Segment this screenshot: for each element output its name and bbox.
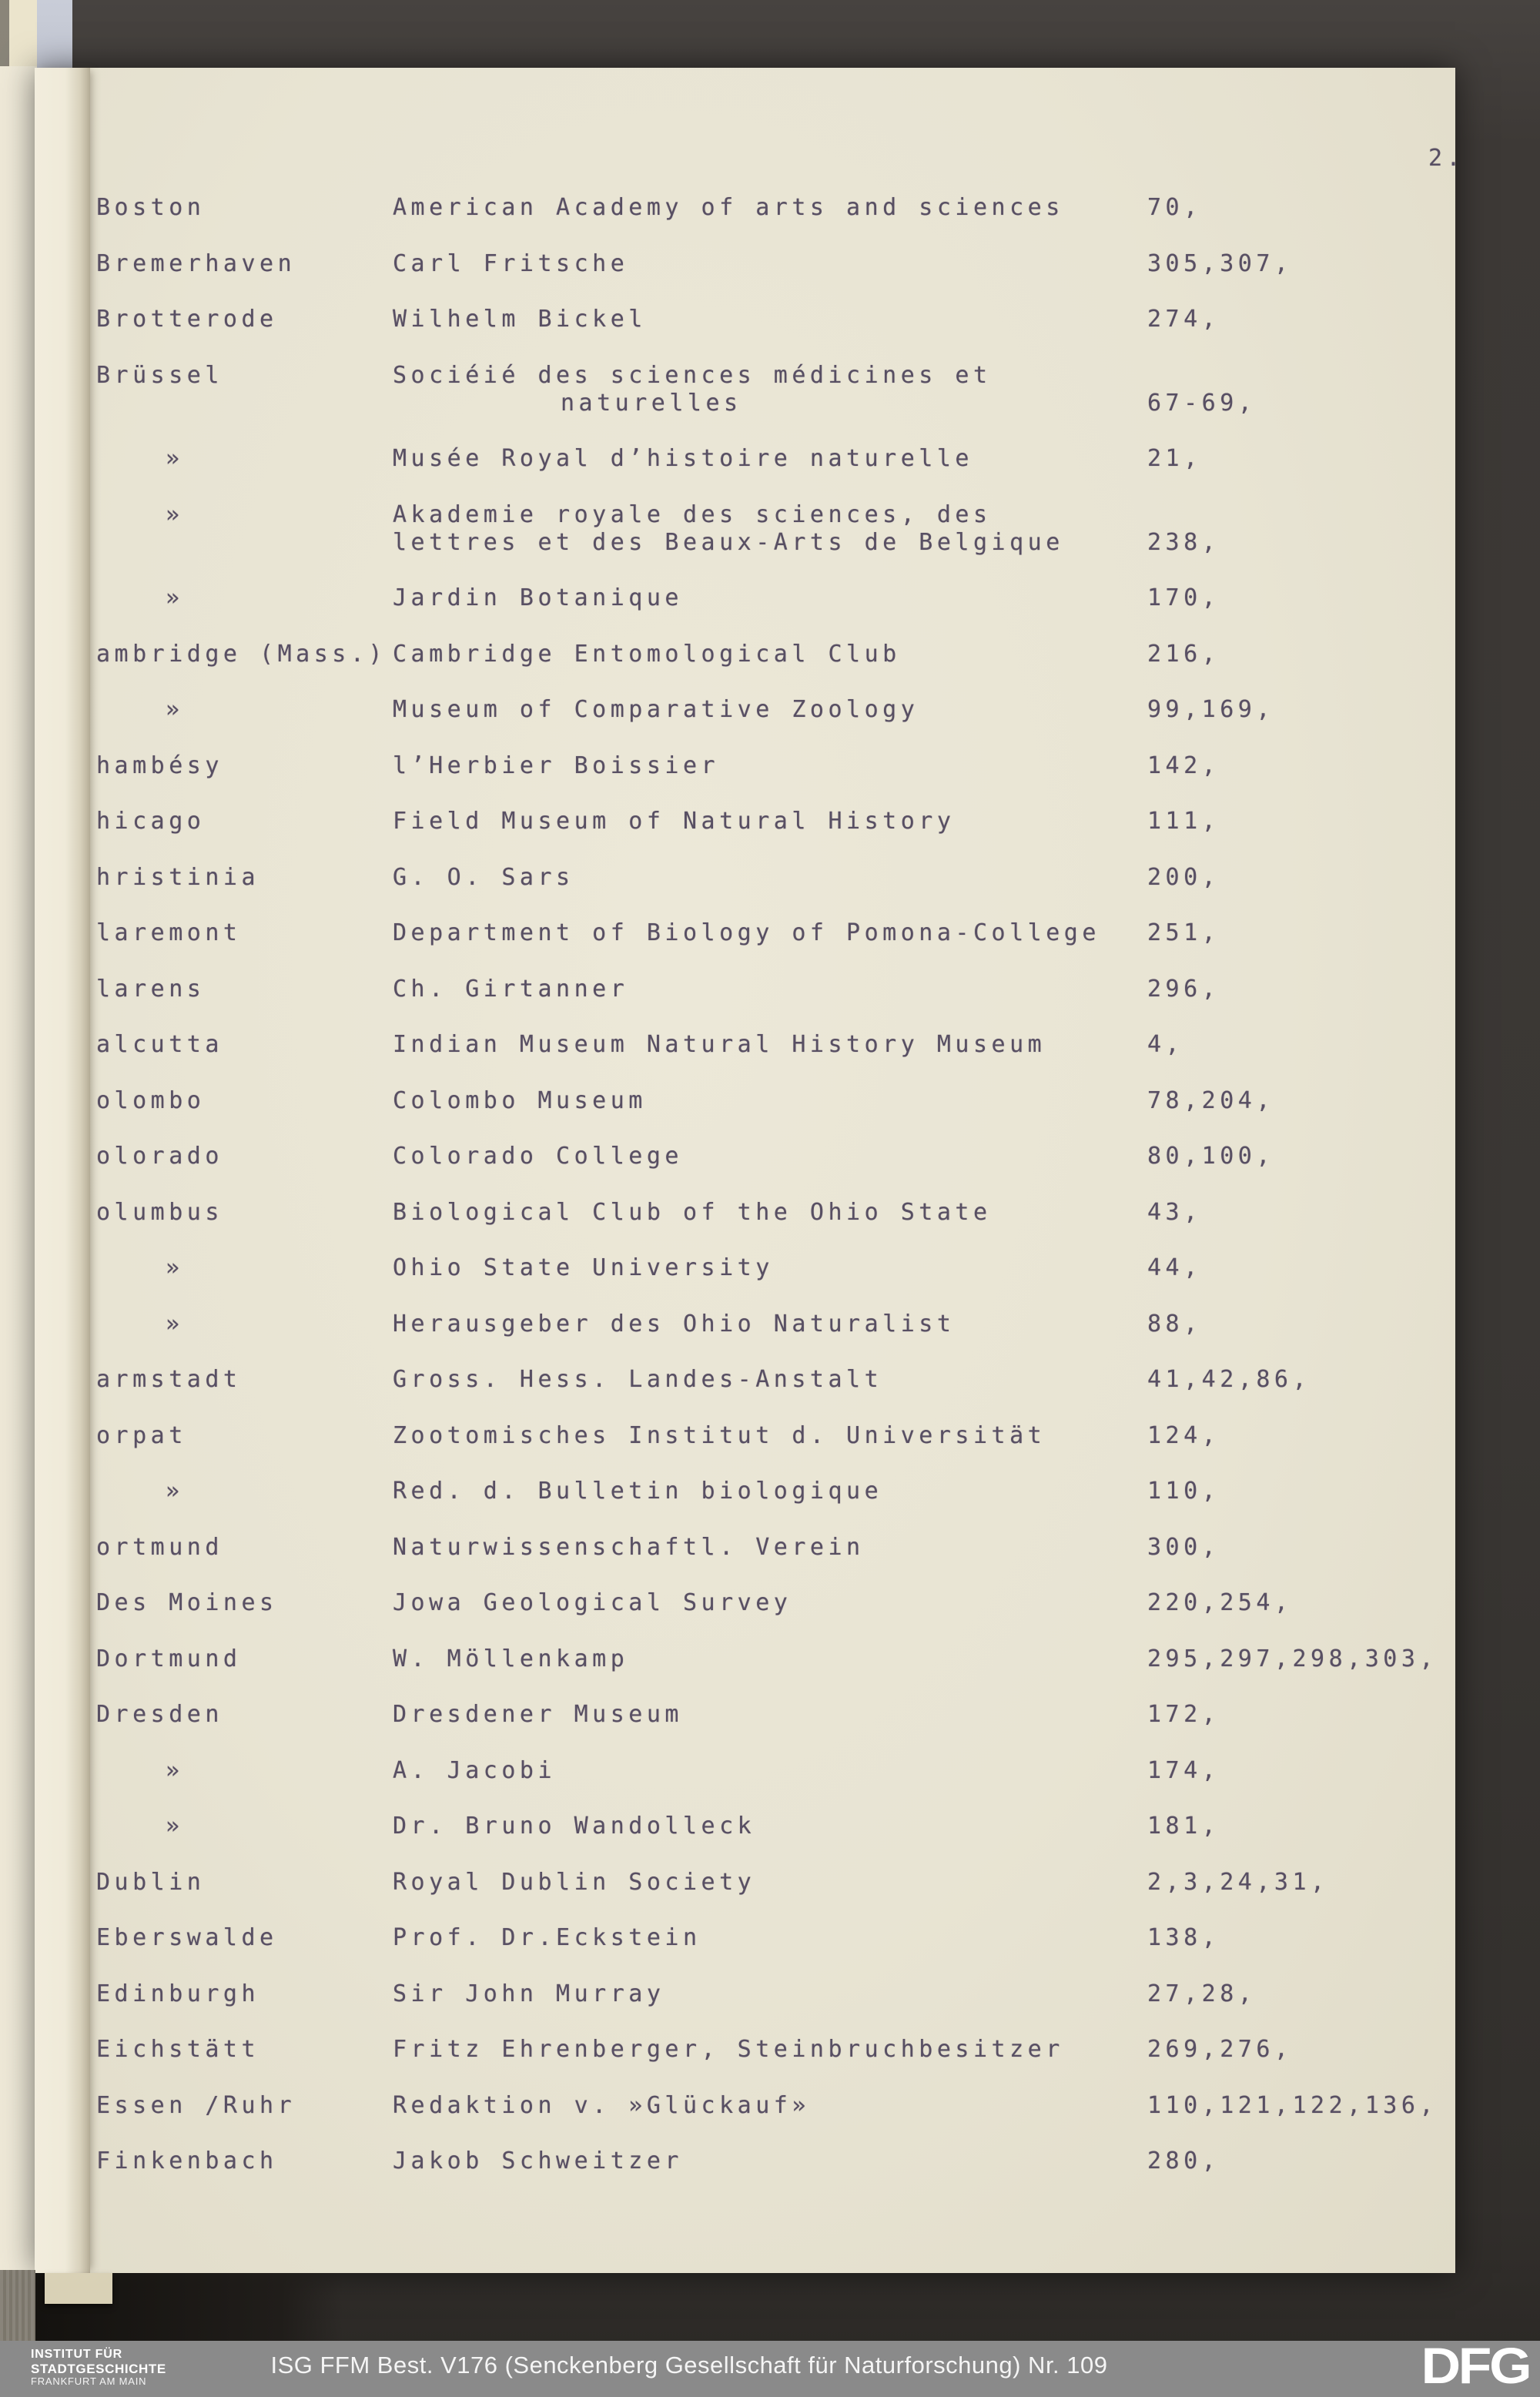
city-label: hicago: [96, 808, 206, 835]
institute-name-line3: FRANKFURT AM MAIN: [31, 2375, 147, 2387]
institution-label: Gross. Hess. Landes-Anstalt: [393, 1366, 883, 1393]
city-label: Dresden: [96, 1701, 223, 1728]
page-numbers: 43,: [1147, 1199, 1202, 1226]
city-label: ortmund: [96, 1534, 223, 1561]
city-label: olumbus: [96, 1199, 223, 1226]
page-numbers: 80,100,: [1147, 1143, 1274, 1170]
page-numbers: 4,: [1147, 1031, 1184, 1058]
institution-label: Colorado College: [393, 1143, 683, 1170]
page-numbers: 21,: [1147, 445, 1202, 472]
page-numbers: 99,169,: [1147, 696, 1274, 723]
city-label: laremont: [96, 919, 242, 946]
institution-label: Dr. Bruno Wandolleck: [393, 1813, 756, 1840]
page-numbers: 181,: [1147, 1813, 1220, 1840]
institution-label: Prof. Dr.Eckstein: [393, 1924, 701, 1951]
institution-label: Cambridge Entomological Club: [393, 641, 901, 668]
institution-label: Colombo Museum: [393, 1087, 647, 1114]
institution-label: Museum of Comparative Zoology: [393, 696, 919, 723]
institution-label: W. Möllenkamp: [393, 1645, 629, 1672]
city-label: Brüssel: [96, 362, 223, 389]
page-numbers: 216,: [1147, 641, 1220, 668]
institution-label: Herausgeber des Ohio Naturalist: [393, 1311, 956, 1337]
institution-label: Biological Club of the Ohio State: [393, 1199, 992, 1226]
city-label: Finkenbach: [96, 2148, 278, 2174]
page-fold: [35, 68, 90, 2273]
page-numbers: 300,: [1147, 1534, 1220, 1561]
institution-label: Jowa Geological Survey: [393, 1589, 792, 1616]
page-numbers: 27,28,: [1147, 1980, 1257, 2007]
institution-label: A. Jacobi: [393, 1757, 557, 1784]
city-label: Edinburgh: [96, 1980, 260, 2007]
page-numbers: 269,276,: [1147, 2036, 1293, 2063]
city-label: Eberswalde: [96, 1924, 278, 1951]
page-numbers: 200,: [1147, 864, 1220, 891]
underlying-sheet-edge: [0, 66, 37, 2273]
page-numbers: 170,: [1147, 584, 1220, 611]
document-page: [35, 68, 1465, 2273]
city-label: Essen /Ruhr: [96, 2092, 296, 2119]
city-label: Des Moines: [96, 1589, 278, 1616]
institution-label: l’Herbier Boissier: [393, 752, 720, 779]
institution-label: Redaktion v. »Glückauf»: [393, 2092, 810, 2119]
institution-label: Ohio State University: [393, 1254, 774, 1281]
page-numbers: 138,: [1147, 1924, 1220, 1951]
city-label: ambridge (Mass.): [96, 641, 387, 668]
city-label: orpat: [96, 1422, 187, 1449]
ditto-mark: »: [166, 1254, 182, 1281]
page-numbers: 124,: [1147, 1422, 1220, 1449]
page-numbers: 305,307,: [1147, 250, 1293, 277]
city-label: Eichstätt: [96, 2036, 260, 2063]
institute-name-line2: STADTGESCHICHTE: [31, 2361, 166, 2376]
page-numbers: 41,42,86,: [1147, 1366, 1311, 1393]
page-numbers: 238,: [1147, 529, 1220, 556]
institution-label: Jakob Schweitzer: [393, 2148, 683, 2174]
page-number: 2.: [1428, 145, 1465, 172]
binding-tape: [45, 2273, 112, 2304]
ditto-mark: »: [166, 696, 182, 723]
ditto-mark: »: [166, 1311, 182, 1337]
page-numbers: 88,: [1147, 1311, 1202, 1337]
page-numbers: 2,3,24,31,: [1147, 1869, 1329, 1896]
institution-label: G. O. Sars: [393, 864, 574, 891]
city-label: larens: [96, 976, 206, 1003]
city-label: olombo: [96, 1087, 206, 1114]
institution-label: American Academy of arts and sciences: [393, 194, 1064, 221]
institution-label: Musée Royal d’histoire naturelle: [393, 445, 973, 472]
ditto-mark: »: [166, 1478, 182, 1505]
page-numbers: 67-69,: [1147, 390, 1257, 417]
city-label: armstadt: [96, 1366, 242, 1393]
ditto-mark: »: [166, 1813, 182, 1840]
page-numbers: 296,: [1147, 976, 1220, 1003]
ditto-mark: »: [166, 501, 182, 528]
institution-label: Ch. Girtanner: [393, 976, 629, 1003]
institution-line2: lettres et des Beaux-Arts de Belgique: [393, 529, 1064, 556]
binding-fabric: [0, 2270, 35, 2341]
ditto-mark: »: [166, 1757, 182, 1784]
page-numbers: 251,: [1147, 919, 1220, 946]
page-numbers: 174,: [1147, 1757, 1220, 1784]
dfg-logo: DFG: [1421, 2337, 1529, 2394]
archive-caption: ISG FFM Best. V176 (Senckenberg Gesellschaft für Naturforschung) Nr. 109: [270, 2352, 1108, 2379]
institution-label: Wilhelm Bickel: [393, 306, 647, 333]
footer-bar: [0, 2337, 1540, 2397]
page-numbers: 172,: [1147, 1701, 1220, 1728]
page-numbers: 111,: [1147, 808, 1220, 835]
page-edge-strip: [9, 0, 37, 71]
page-numbers: 280,: [1147, 2148, 1220, 2174]
institute-name-line1: INSTITUT FÜR: [31, 2348, 122, 2361]
institution-label: Red. d. Bulletin biologique: [393, 1478, 883, 1505]
institution-label: Akademie royale des sciences, des: [393, 501, 992, 528]
institution-label: Sir John Murray: [393, 1980, 665, 2007]
ribbon-edge-strip: [37, 0, 72, 69]
institution-label: Naturwissenschaftl. Verein: [393, 1534, 865, 1561]
city-label: alcutta: [96, 1031, 223, 1058]
page-numbers: 110,121,122,136,: [1147, 2092, 1438, 2119]
city-label: Dublin: [96, 1869, 206, 1896]
page-numbers: 295,297,298,303,: [1147, 1645, 1438, 1672]
page-numbers: 220,254,: [1147, 1589, 1293, 1616]
city-label: olorado: [96, 1143, 223, 1170]
institution-label: Dresdener Museum: [393, 1701, 683, 1728]
institution-line2: naturelles: [561, 390, 742, 417]
institution-label: Carl Fritsche: [393, 250, 629, 277]
institution-label: Fritz Ehrenberger, Steinbruchbesitzer: [393, 2036, 1064, 2063]
city-label: hristinia: [96, 864, 260, 891]
institution-label: Sociéié des sciences médicines et: [393, 362, 992, 389]
institution-label: Royal Dublin Society: [393, 1869, 756, 1896]
page-numbers: 44,: [1147, 1254, 1202, 1281]
ditto-mark: »: [166, 584, 182, 611]
page-numbers: 70,: [1147, 194, 1202, 221]
institution-label: Department of Biology of Pomona-College: [393, 919, 1100, 946]
institution-label: Indian Museum Natural History Museum: [393, 1031, 1046, 1058]
city-label: hambésy: [96, 752, 223, 779]
page-numbers: 110,: [1147, 1478, 1220, 1505]
page-numbers: 142,: [1147, 752, 1220, 779]
page-numbers: 78,204,: [1147, 1087, 1274, 1114]
institution-label: Zootomisches Institut d. Universität: [393, 1422, 1046, 1449]
city-label: Boston: [96, 194, 206, 221]
ditto-mark: »: [166, 445, 182, 472]
city-label: Dortmund: [96, 1645, 242, 1672]
page-numbers: 274,: [1147, 306, 1220, 333]
city-label: Brotterode: [96, 306, 278, 333]
city-label: Bremerhaven: [96, 250, 296, 277]
institution-label: Jardin Botanique: [393, 584, 683, 611]
institution-label: Field Museum of Natural History: [393, 808, 956, 835]
